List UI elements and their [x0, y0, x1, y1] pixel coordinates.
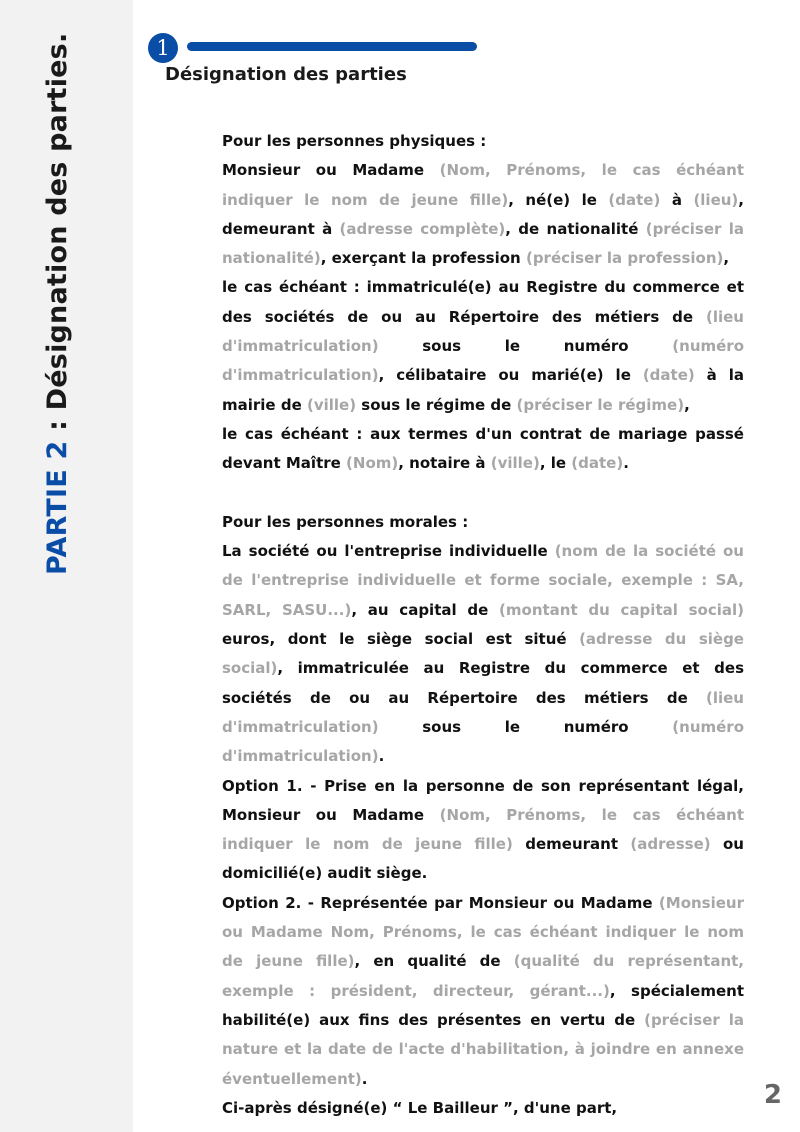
- section-title: Désignation des parties: [165, 64, 407, 85]
- text-run: le cas échéant : immatriculé(e) au Registre du commerce et des sociétés de ou au Répertoire des métiers de: [222, 278, 744, 326]
- placeholder-field: (date): [642, 366, 695, 385]
- placeholder-field: (lieu d'immatriculation): [222, 307, 744, 356]
- physical-identity-paragraph: [222, 156, 744, 273]
- vertical-part-title: [42, 33, 73, 575]
- placeholder-field: (préciser la nature et la date de l'acte d'habilitation, à joindre en annexe éventuellement): [222, 1010, 744, 1088]
- text-run: , demeurant à: [222, 190, 744, 238]
- placeholder-field: (préciser le régime): [516, 395, 685, 414]
- text-run: , le: [539, 454, 572, 473]
- text-run: ou domicilié(e) audit siège.: [222, 835, 744, 883]
- text-run: à la mairie de: [222, 366, 744, 414]
- page-number: 2: [763, 1080, 782, 1110]
- physical-heading: Pour les personnes physiques :: [222, 132, 487, 150]
- text-run: , de nationalité: [505, 219, 646, 238]
- placeholder-field: (adresse du siège social): [222, 630, 744, 678]
- text-run: Monsieur ou Madame: [222, 161, 440, 180]
- text-run: , exerçant la profession: [320, 249, 526, 268]
- moral-identity-paragraph: [222, 537, 744, 771]
- text-run: , notaire à: [398, 454, 491, 473]
- text-run: , spécialement habilité(e) aux fins des présentes en vertu de: [222, 981, 744, 1029]
- text-run: euros, dont le siège social est situé: [222, 630, 580, 649]
- placeholder-field: (qualité du représentant, exemple : président, directeur, gérant...): [222, 952, 744, 1000]
- placeholder-field: (Monsieur ou Madame Nom, Prénoms, le cas échéant indiquer le nom de jeune fille): [222, 893, 744, 971]
- physical-marriage-contract-paragraph: [222, 420, 744, 479]
- text-run: .: [361, 1069, 368, 1088]
- text-run: le cas échéant : aux termes d'un contrat de mariage passé devant Maître: [222, 424, 744, 473]
- placeholder-field: (Nom, Prénoms, le cas échéant indiquer le nom de jeune fille): [222, 805, 744, 854]
- placeholder-field: (ville): [306, 395, 357, 414]
- text-run: Option 1. - Prise en la personne de son représentant légal, Monsieur ou Madame: [222, 776, 744, 824]
- placeholder-field: (montant du capital social): [499, 600, 745, 619]
- placeholder-field: (date): [571, 454, 624, 473]
- placeholder-field: (lieu d'immatriculation): [222, 688, 744, 736]
- closing-designation: Ci-après désigné(e) “ Le Bailleur ”, d'une part,: [222, 1098, 618, 1117]
- placeholder-field: (lieu): [693, 190, 739, 209]
- text-run: sous le numéro: [378, 717, 673, 736]
- placeholder-field: (Nom, Prénoms, le cas échéant indiquer le nom de jeune fille): [222, 161, 744, 209]
- text-run: , immatriculée au Registre du commerce et des sociétés de ou au Répertoire des métiers de: [222, 659, 744, 707]
- moral-heading: Pour les personnes morales :: [222, 512, 469, 531]
- document-body: [222, 127, 744, 1123]
- placeholder-field: (préciser la nationalité): [222, 219, 745, 268]
- text-run: Option 2. - Représentée par Monsieur ou Madame: [222, 893, 659, 912]
- placeholder-field: (numéro d'immatriculation): [222, 337, 744, 385]
- placeholder-field: (adresse complète): [339, 219, 506, 238]
- placeholder-field: (date): [608, 190, 661, 209]
- step-number-badge: 1: [148, 33, 178, 63]
- text-run: , au capital de: [351, 600, 500, 619]
- text-run: ,: [723, 249, 730, 268]
- section-divider-bar: [187, 42, 477, 51]
- text-run: La société ou l'entreprise individuelle: [222, 542, 555, 561]
- text-run: sous le régime de: [356, 395, 517, 414]
- part-label: PARTIE 2: [42, 440, 73, 575]
- placeholder-field: (Nom): [346, 454, 399, 473]
- text-run: .: [378, 747, 385, 766]
- placeholder-field: (préciser la profession): [525, 249, 724, 268]
- physical-registration-paragraph: [222, 273, 744, 419]
- text-run: , né(e) le: [508, 190, 609, 209]
- text-run: demeurant: [512, 835, 631, 854]
- placeholder-field: (numéro d'immatriculation): [222, 717, 744, 766]
- text-run: sous le numéro: [378, 337, 673, 356]
- option-1-paragraph: [222, 772, 744, 889]
- placeholder-field: (nom de la société ou de l'entreprise individuelle et forme sociale, exemple : SA, SARL, SASU...): [222, 542, 744, 619]
- text-run: .: [623, 454, 629, 473]
- text-run: à: [660, 190, 694, 209]
- text-run: , célibataire ou marié(e) le: [378, 366, 643, 385]
- placeholder-field: (adresse): [630, 835, 711, 854]
- text-run: , en qualité de: [354, 952, 514, 971]
- placeholder-field: (ville): [490, 454, 540, 473]
- part-title-text: : Désignation des parties.: [42, 32, 73, 441]
- paragraph-spacer: [222, 479, 744, 508]
- text-run: ,: [684, 395, 690, 414]
- option-2-paragraph: [222, 889, 744, 1094]
